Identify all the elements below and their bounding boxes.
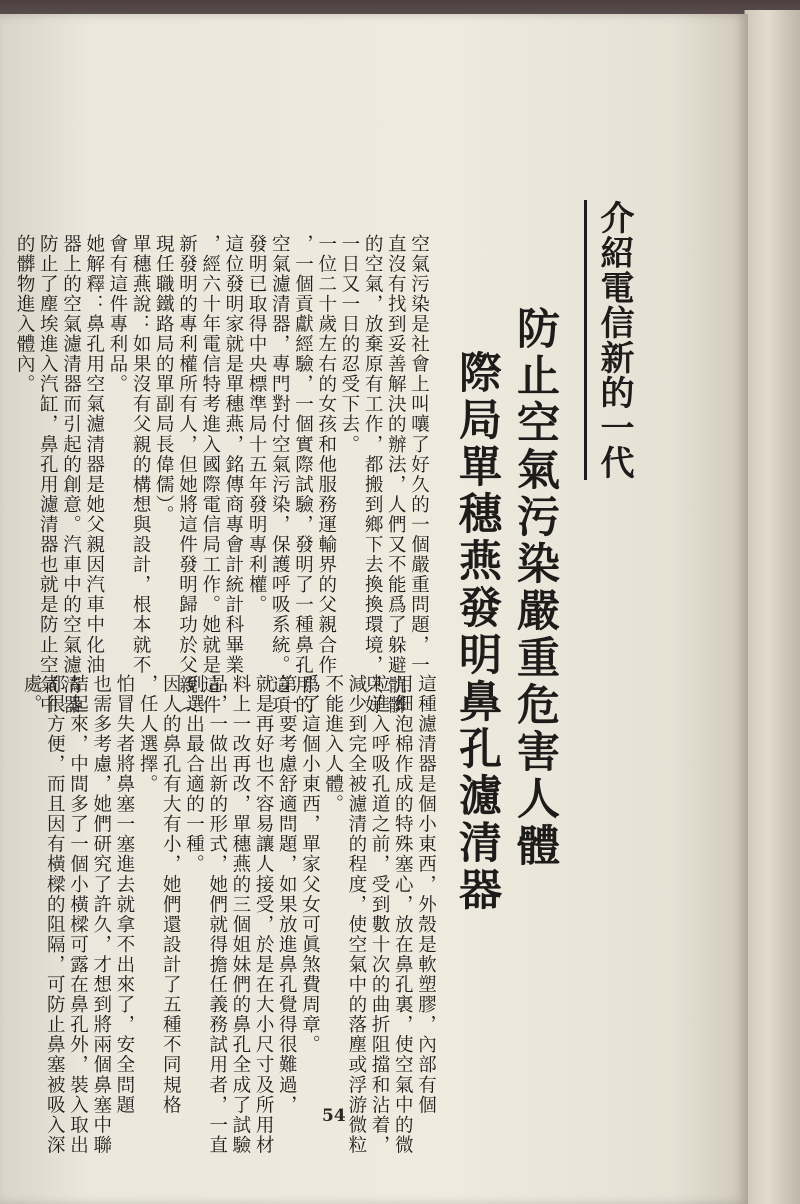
body-column: 處。	[21, 674, 43, 715]
body-column: 空氣污染是社會上叫嚷了好久的一個嚴重問題，一	[408, 234, 430, 676]
body-column: 一位二十歲左右的女孩和他服務運輸界的父親合作	[315, 234, 337, 676]
body-column: 一日又一日的忍受下去。	[338, 234, 360, 455]
body-column: 結起來，中間多了一個小橫樑可露在鼻孔外，裝入取出	[67, 674, 89, 1156]
body-column: 器上的空氣濾清器而引起的創意。汽車中的空氣濾清器	[60, 234, 82, 716]
body-column: 粒進入呼吸孔道之前，受到數十次的曲折阻擋和沾着，	[369, 674, 391, 1156]
body-column: 這位發明家就是單穗燕，銘傳商專會計統計科畢業	[222, 234, 244, 676]
body-column: 品，一做出新的形式，她們就得擔任義務試用者，一直	[206, 674, 228, 1156]
book-page-edges	[744, 10, 800, 1204]
body-column: 直沒有找到妥善解決的辦法，人們又不能爲了躲避骯髒	[385, 234, 407, 716]
book-cover-edge	[0, 0, 800, 14]
body-column: 發明已取得中央標準局十五年發明專利權。	[246, 234, 268, 615]
book-page	[0, 14, 748, 1204]
headline-line-1: 防止空氣污染嚴重危害人體	[510, 306, 560, 870]
body-column: 到選出最合適的一種。	[183, 674, 205, 875]
body-column: 新發明的專利權所有人，但她將這件發明歸功於父親（	[176, 234, 198, 716]
body-column: 單穗燕說：如果沒有父親的構想與設計，根本就不	[130, 234, 152, 676]
body-column: 的髒物進入體內。	[14, 234, 36, 395]
body-column: 不能進入人體。	[322, 674, 344, 815]
body-column: 爲了這個小東西，單家父女可眞煞費周章。	[299, 674, 321, 1055]
body-column: 第一要考慮舒適問題，如果放進鼻孔覺得很難過，	[276, 674, 298, 1116]
body-column: 空氣濾清器，專門對付空氣污染，保護呼吸系統。這項	[269, 234, 291, 716]
page-number: 54	[322, 1106, 346, 1126]
body-column: 也需多考慮，她們研究了許久，才想到將兩個鼻塞中聯	[90, 674, 112, 1156]
body-column: 就是再好也不容易讓人接受，於是在大小尺寸及所用材	[253, 674, 275, 1156]
body-column: 她解釋：鼻孔用空氣濾清器是她父親因汽車中化油	[83, 234, 105, 676]
body-column: 都很方便，而且因有橫樑的阻隔，可防止鼻塞被吸入深	[44, 674, 66, 1156]
body-column: 料上一改再改，單穗燕的三個姐妹們的鼻孔全成了試驗	[229, 674, 251, 1156]
body-column: 防止了塵埃進入汽缸，鼻孔用濾清器也就是防止空氣中	[37, 234, 59, 716]
body-column: ，經六十年電信特考進入國際電信局工作。她就是這件	[199, 234, 221, 716]
body-column: 會有這件專利品。	[106, 234, 128, 395]
body-column: 用細泡棉作成的特殊塞心，放在鼻孔裏，使空氣中的微	[392, 674, 414, 1156]
body-column: ，一個貢獻經驗，一個實際試驗，發明了一種鼻孔用的	[292, 234, 314, 716]
body-column: 的空氣，放棄原有工作，都搬到鄉下去換換環境，只好	[362, 234, 384, 716]
headline-line-2: 際局單穗燕發明鼻孔濾清器	[452, 350, 502, 914]
body-column: 因人的鼻孔有大有小，她們還設計了五種不同規格	[160, 674, 182, 1116]
body-column: 怕冒失者將鼻塞一塞進去就拿不出來了，安全問題	[113, 674, 135, 1116]
body-column: 現任職鐵路局的單副局長偉儒）。	[153, 234, 175, 526]
body-column: 減少到完全被濾清的程度，使空氣中的落塵或浮游微粒	[345, 674, 367, 1156]
section-kicker: 介紹電信新的一代	[584, 200, 639, 480]
body-column: 這種濾清器是個小東西，外殼是軟塑膠，內部有個	[415, 674, 437, 1116]
body-column: ，任人選擇。	[137, 674, 159, 795]
